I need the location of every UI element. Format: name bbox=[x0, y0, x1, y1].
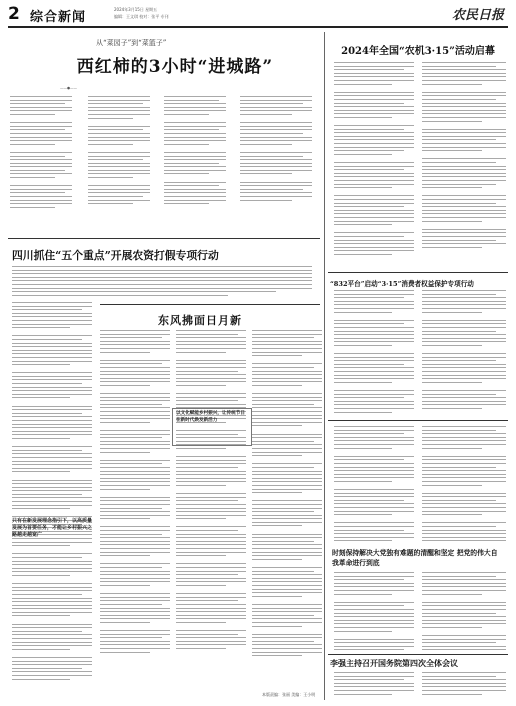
tomato-col-2 bbox=[88, 96, 150, 234]
masthead bbox=[8, 4, 508, 24]
editor-credit: 本版责编：张丽 美编：王小明 bbox=[262, 692, 316, 697]
editor-info: 编辑：王文琪 校对：张平 专刊 bbox=[114, 14, 169, 19]
feature-col-3 bbox=[252, 330, 322, 698]
tomato-col-4 bbox=[240, 96, 312, 234]
platform-col-1 bbox=[334, 290, 414, 418]
history-col-1 bbox=[334, 572, 414, 650]
platform-col-2 bbox=[422, 290, 506, 418]
sichuan-lead bbox=[12, 266, 312, 300]
consumer-col-2 bbox=[422, 62, 506, 272]
history-headline: 时刻保持解决大党独有难题的清醒和坚定 把党的伟大自我革命进行到底 bbox=[332, 549, 498, 567]
platform-top-rule bbox=[328, 272, 508, 273]
history-col-2 bbox=[422, 572, 506, 650]
tomato-headline: 西红柿的3小时“进城路” bbox=[76, 57, 274, 77]
mystery-pull-quote: 以文化赋能乡村振兴，让传统节日在新时代焕发新活力 bbox=[176, 411, 245, 423]
sichuan-top-rule bbox=[8, 238, 320, 239]
tomato-byline: ——●—— bbox=[60, 86, 78, 90]
consumer-event-headline: 2024年全国“农机3·15”活动启幕 bbox=[341, 46, 495, 57]
section-title: 综合新闻 bbox=[30, 10, 87, 25]
column-divider-top bbox=[324, 32, 325, 420]
history-top-rule bbox=[328, 420, 508, 421]
right-mid-col-2 bbox=[422, 426, 506, 542]
masthead-rule bbox=[8, 26, 508, 28]
page-number: 2 bbox=[8, 4, 20, 24]
feature-pull-quote: 只有在新发展理念指引下，以高质量发展为首要任务，才能让乡村振兴之路越走越宽广 bbox=[12, 518, 93, 538]
right-mid-col-1 bbox=[334, 426, 414, 542]
feature-col-2 bbox=[176, 330, 246, 698]
issue-date: 2024年3月15日 星期五 bbox=[114, 7, 158, 12]
paper-logo: 农民日报 bbox=[451, 8, 504, 23]
tomato-col-1 bbox=[10, 96, 72, 234]
council-col-2 bbox=[422, 672, 506, 700]
council-headline: 李强主持召开国务院第四次全体会议 bbox=[330, 658, 458, 668]
tomato-col-3 bbox=[164, 96, 226, 234]
consumer-col-1 bbox=[334, 62, 414, 272]
platform-headline: “832平台”启动“3·15”消费者权益保护专项行动 bbox=[330, 280, 474, 288]
column-divider-bottom bbox=[324, 420, 325, 700]
feature-headline: 东风拂面日月新 bbox=[158, 314, 242, 327]
feature-col-1 bbox=[100, 330, 170, 698]
sichuan-headline: 四川抓住“五个重点”开展农资打假专项行动 bbox=[12, 249, 219, 262]
sichuan-col-1 bbox=[12, 302, 92, 698]
council-col-1 bbox=[334, 672, 414, 700]
tomato-kicker: 从“菜园子”到“菜篮子” bbox=[96, 39, 167, 47]
feature-top-rule bbox=[100, 304, 320, 305]
council-top-rule bbox=[328, 654, 508, 655]
